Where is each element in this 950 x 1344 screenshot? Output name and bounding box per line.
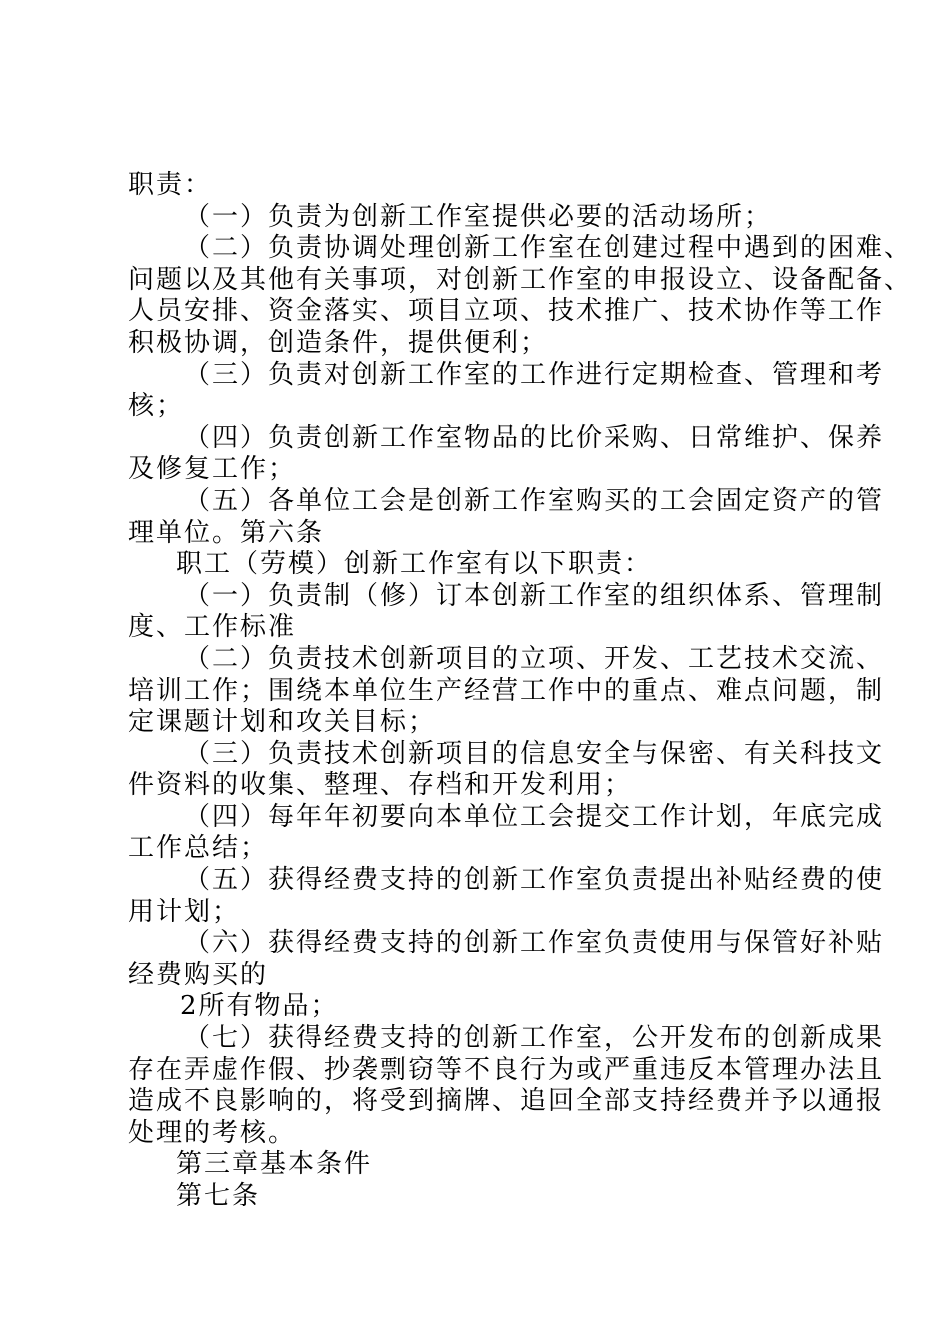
section-heading: 第三章基本条件 [176, 1149, 373, 1180]
text-line: 职责： [128, 170, 213, 200]
text-line: （七）获得经费支持的创新工作室，公开发布的创新成果 [184, 1023, 885, 1054]
text-line: 经费购买的 [128, 959, 269, 990]
text-line: 件资料的收集、整理、存档和开发利用； [128, 770, 633, 801]
text-line: 理单位。第六条 [128, 517, 325, 548]
document-body [128, 170, 913, 1213]
text-line: 处理的考核。 [128, 1117, 297, 1148]
text-line: （二）负责协调处理创新工作室在创建过程中遇到的困难、 [184, 233, 913, 264]
text-line: 核； [128, 391, 185, 422]
text-line: 用计划； [128, 896, 241, 927]
text-line: 存在弄虚作假、抄袭剽窃等不良行为或严重违反本管理办法且 [128, 1054, 885, 1085]
article-heading: 第七条 [176, 1181, 261, 1211]
text-line: 积极协调，创造条件，提供便利； [128, 327, 549, 358]
text-line: 定课题计划和攻关目标； [128, 707, 437, 738]
text-line: 培训工作；围绕本单位生产经营工作中的重点、难点问题，制 [128, 675, 885, 706]
text-line: 工作总结； [128, 833, 269, 864]
text-line: 职工（劳模）创新工作室有以下职责： [176, 549, 653, 580]
text-line: （三）负责对创新工作室的工作进行定期检查、管理和考 [184, 359, 885, 390]
text-line: 造成不良影响的，将受到摘牌、追回全部支持经费并予以通报 [128, 1086, 885, 1117]
text-line: 及修复工作； [128, 454, 297, 485]
text-line: （五）各单位工会是创新工作室购买的工会固定资产的管 [184, 485, 885, 516]
text-line: 度、工作标准 [128, 612, 297, 643]
text-line: （四）负责创新工作室物品的比价采购、日常维护、保养 [184, 422, 885, 453]
text-line: （一）负责为创新工作室提供必要的活动场所； [184, 201, 773, 232]
text-line: （六）获得经费支持的创新工作室负责使用与保管好补贴 [184, 928, 885, 959]
text-line: （二）负责技术创新项目的立项、开发、工艺技术交流、 [184, 643, 885, 674]
text-line: （四）每年年初要向本单位工会提交工作计划，年底完成 [184, 801, 885, 832]
text-line: 2所有物品； [180, 991, 339, 1022]
text-line: 问题以及其他有关事项，对创新工作室的申报设立、设备配备、 [128, 264, 913, 295]
text-line: （一）负责制（修）订本创新工作室的组织体系、管理制 [184, 580, 885, 611]
text-line: （三）负责技术创新项目的信息安全与保密、有关科技文 [184, 738, 885, 769]
text-line: （五）获得经费支持的创新工作室负责提出补贴经费的使 [184, 865, 885, 896]
text-line: 人员安排、资金落实、项目立项、技术推广、技术协作等工作 [128, 296, 885, 327]
